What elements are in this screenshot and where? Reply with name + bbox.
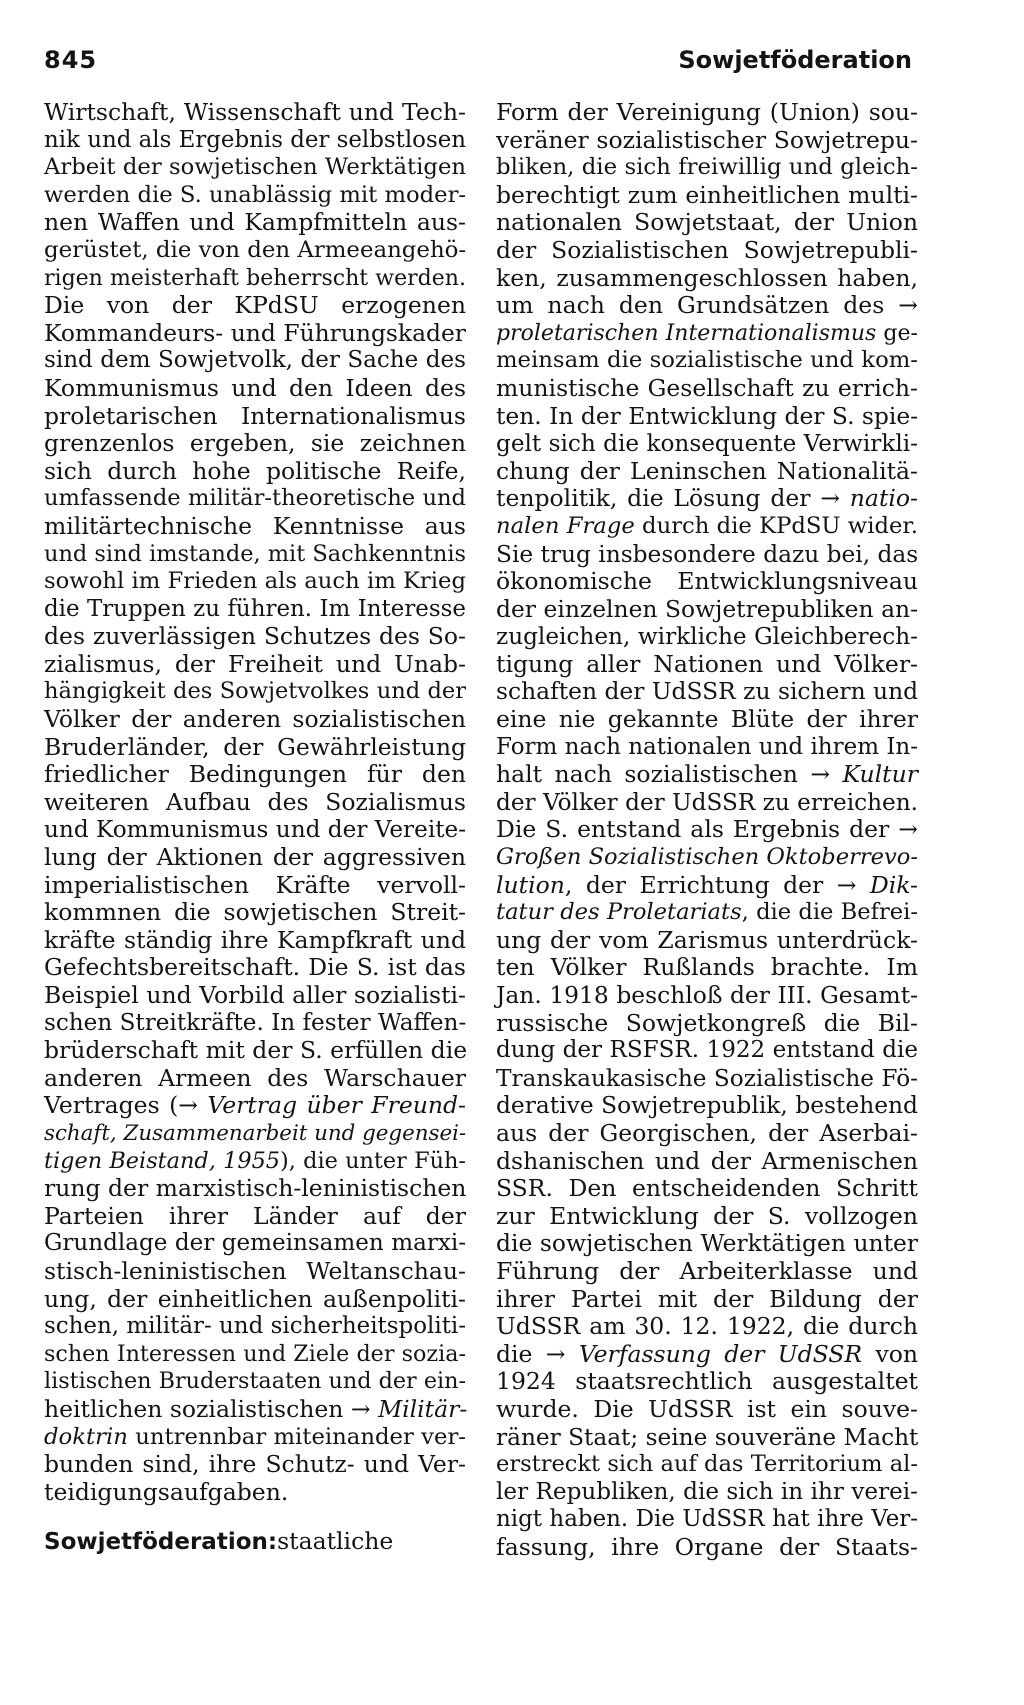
text-line: Bruderländer, der Gewährleistung [44, 732, 466, 761]
text-line: munistische Gesellschaft zu errich- [496, 373, 918, 402]
text-line: und sind imstande, mit Sachkenntnis [44, 540, 466, 567]
text-line: die sowjetischen Werktätigen unter [496, 1229, 918, 1258]
text-line: lung der Aktionen der aggressiven [44, 843, 466, 872]
text-line: gelt sich die konsequente Verwirkli- [496, 430, 918, 458]
cross-reference[interactable]: Großen Sozialistischen Oktoberrevo- [496, 844, 918, 871]
text-line: russische Sowjetkongreß die Bil- [496, 1008, 918, 1037]
text-line: der Völker der UdSSR zu erreichen. [496, 788, 918, 816]
text-span: heitlichen sozialistischen [44, 1394, 351, 1423]
cross-reference[interactable]: doktrin [44, 1423, 128, 1450]
text-line: schen Streitkräfte. In fester Waffen- [44, 1009, 467, 1036]
text-line: fassung, ihre Organe der Staats- [496, 1532, 918, 1561]
text-line: sind dem Sowjetvolk, der Sache des [44, 347, 466, 374]
text-line [496, 761, 918, 789]
text-span: von [862, 1339, 918, 1368]
text-span: die [496, 1339, 546, 1368]
cross-reference[interactable]: natio- [840, 484, 918, 513]
text-span: tenpolitik, die Lösung der [496, 484, 821, 513]
cross-reference-arrow-icon: → [545, 1339, 566, 1368]
text-line: die Truppen zu führen. Im Interesse [44, 595, 466, 622]
text-line: Form nach nationalen und ihrem In- [496, 733, 919, 760]
text-line: ler Republiken, die sich in ihr verei- [496, 1478, 918, 1505]
entry-spacer [44, 1506, 466, 1528]
text-line: schen Interessen und Ziele der sozia- [44, 1340, 466, 1367]
text-line: nik und als Ergebnis der selbstlosen [44, 126, 466, 153]
text-line: hängigkeit des Sowjetvolkes und der [44, 678, 466, 705]
cross-reference-arrow-icon: → [836, 870, 857, 899]
text-line [496, 816, 918, 844]
text-line: listischen Bruderstaaten und der ein- [44, 1368, 466, 1395]
text-line: Form der Vereinigung (Union) sou- [496, 98, 918, 126]
text-line: veräner sozialistischer Sowjetrepu- [496, 125, 918, 154]
text-line: UdSSR am 30. 12. 1922, die durch [496, 1312, 918, 1341]
text-line: Führung der Arbeiterklasse und [496, 1256, 918, 1285]
text-line: zialismus, der Freiheit und Unab- [44, 649, 466, 678]
right-column [496, 99, 918, 1561]
text-line: proletarischen Internationalismus [44, 401, 466, 430]
text-line: Kommandeurs- und Führungskader [44, 318, 466, 347]
text-line: Grundlage der gemeinsamen marxi- [44, 1230, 466, 1257]
text-span: , die die Befrei- [741, 899, 918, 926]
text-span: Vertrages ( [44, 1091, 179, 1120]
text-line [496, 320, 918, 348]
left-column [44, 99, 466, 1556]
text-line: aus der Georgischen, der Aserbai- [496, 1118, 918, 1147]
text-line: zur Entwicklung der S. vollzogen [496, 1201, 918, 1230]
text-line [44, 1092, 466, 1120]
text-line: rung der marxistisch-leninistischen [44, 1174, 467, 1203]
cross-reference[interactable]: Militär- [370, 1394, 468, 1423]
text-line [496, 1341, 918, 1369]
text-line: imperialistischen Kräfte vervoll- [44, 870, 466, 899]
cross-reference-arrow-icon: → [898, 815, 918, 844]
text-line: schaften der UdSSR zu sichern und [496, 677, 919, 706]
text-line: Parteien ihrer Länder auf der [44, 1201, 466, 1230]
text-span: Die S. entstand als Ergebnis der [496, 815, 899, 844]
text-line: der Sozialistischen Sowjetrepubli- [496, 235, 918, 264]
cross-reference[interactable]: lution [496, 870, 565, 899]
text-line: Arbeit der sowjetischen Werktätigen [44, 154, 466, 181]
cross-reference[interactable]: proletarischen Internationalismus [496, 320, 877, 346]
text-line: ten Völker Rußlands brachte. Im [496, 953, 918, 982]
page-number: 845 [44, 46, 98, 74]
text-line: wurde. Die UdSSR ist ein souve- [496, 1394, 918, 1423]
text-line: gerüstet, die von den Armeeangehö- [44, 236, 467, 263]
text-line: Beispiel und Vorbild aller sozialisti- [44, 981, 466, 1009]
text-line: kräfte ständig ihre Kampfkraft und [44, 925, 466, 954]
text-span: ge- [876, 320, 918, 346]
text-line: zugleichen, wirkliche Gleichberech- [496, 623, 918, 651]
text-span: um nach den Grundsätzen des [496, 291, 899, 320]
text-line: sowohl im Frieden als auch im Krieg [44, 568, 466, 595]
text-line [496, 872, 918, 900]
cross-reference-arrow-icon: → [820, 484, 841, 513]
text-line: bunden sind, ihre Schutz- und Ver- [44, 1450, 466, 1479]
text-line: rigen meisterhaft beherrscht werden. [44, 265, 466, 291]
text-line: dung der RSFSR. 1922 entstand die [496, 1037, 918, 1064]
text-line: Die von der KPdSU erzogenen [44, 291, 466, 320]
entry-headword: Sowjetföderation: [44, 1529, 278, 1556]
text-line: teidigungsaufgaben. [44, 1477, 289, 1506]
text-span: staatliche [277, 1527, 394, 1556]
text-line: ung der vom Zarismus unterdrück- [496, 925, 918, 954]
cross-reference[interactable]: nalen Frage [496, 512, 635, 539]
text-line: grenzenlos ergeben, sie zeichnen [44, 429, 466, 458]
text-span: , der Errichtung der [564, 870, 837, 899]
cross-reference[interactable]: Verfassung der UdSSR [565, 1339, 863, 1368]
text-line: weiteren Aufbau des Sozialismus [44, 787, 466, 816]
cross-reference-arrow-icon: → [350, 1394, 371, 1423]
text-line: chung der Leninschen Nationalitä- [496, 456, 918, 485]
text-line: Sie trug insbesondere dazu bei, das [496, 540, 919, 568]
text-line: ökonomische Entwicklungsniveau [496, 567, 918, 596]
text-line: Kommunismus und den Ideen des [44, 373, 466, 402]
text-line: sich durch hohe politische Reife, [44, 456, 466, 485]
text-line: kommnen die sowjetischen Streit- [44, 898, 466, 927]
text-line: ken, zusammengeschlossen haben, [496, 263, 918, 292]
text-line: Jan. 1918 beschloß der III. Gesamt- [496, 981, 918, 1009]
text-span: halt nach sozialistischen [496, 760, 811, 789]
text-line: berechtigt zum einheitlichen multi- [496, 180, 918, 209]
text-line: nigt haben. Die UdSSR hat ihre Ver- [496, 1506, 918, 1533]
text-span: untrennbar miteinander ver- [127, 1423, 466, 1450]
text-line: militärtechnische Kenntnisse aus [44, 511, 466, 540]
text-line: 1924 staatsrechtlich ausgestaltet [496, 1367, 918, 1396]
text-line: tigung aller Nationen und Völker- [496, 649, 918, 678]
text-line: ten. In der Entwicklung der S. spie- [496, 401, 919, 430]
text-line [496, 485, 918, 513]
text-line: umfassende militär-theoretische und [44, 485, 466, 512]
text-line: räner Staat; seine souveräne Macht [496, 1423, 919, 1451]
text-line: werden die S. unablässig mit moder- [44, 181, 467, 208]
text-line: meinsam die sozialistische und kom- [496, 347, 918, 374]
text-line: der einzelnen Sowjetrepubliken an- [496, 594, 918, 623]
text-line: brüderschaft mit der S. erfüllen die [44, 1036, 468, 1065]
text-line: dshanischen und der Armenischen [496, 1146, 918, 1175]
text-line: Wirtschaft, Wissenschaft und Tech- [44, 98, 466, 126]
text-line [44, 1396, 466, 1424]
text-span: ), die unter Füh- [280, 1147, 466, 1174]
text-line: nationalen Sowjetstaat, der Union [496, 208, 918, 237]
text-line: SSR. Den entscheidenden Schritt [496, 1174, 918, 1203]
text-line: Völker der anderen sozialistischen [44, 705, 466, 734]
text-line [496, 844, 918, 872]
text-line: des zuverlässigen Schutzes des So- [44, 622, 466, 651]
text-line [496, 899, 918, 927]
text-line [44, 1120, 466, 1148]
text-line: bliken, die sich freiwillig und gleich- [496, 154, 918, 181]
cross-reference[interactable]: tatur des Proletariats [496, 899, 742, 926]
text-line: friedlicher Bedingungen für den [44, 760, 466, 789]
cross-reference-arrow-icon: → [898, 291, 918, 320]
cross-reference-arrow-icon: → [810, 760, 831, 789]
text-line [496, 292, 918, 320]
cross-reference[interactable]: Dik- [856, 870, 918, 899]
entry-heading-line [44, 1528, 466, 1556]
text-line: ung, der einheitlichen außenpoliti- [44, 1284, 466, 1313]
cross-reference[interactable]: schaft, Zusammenarbeit und gegensei- [44, 1120, 467, 1146]
text-line: derative Sowjetrepublik, bestehend [496, 1091, 918, 1120]
cross-reference-arrow-icon: → [178, 1091, 198, 1120]
text-line: erstreckt sich auf das Territorium al- [496, 1451, 918, 1478]
text-line [44, 1424, 466, 1452]
text-span: durch die KPdSU wider. [634, 512, 918, 539]
text-line: ihrer Partei mit der Bildung der [496, 1284, 918, 1313]
cross-reference[interactable]: Kultur [830, 760, 918, 789]
text-line: eine nie gekannte Blüte der ihrer [496, 705, 918, 734]
text-line: anderen Armeen des Warschauer [44, 1063, 466, 1092]
running-head: Sowjetföderation [678, 46, 912, 74]
text-line: Gefechtsbereitschaft. Die S. ist das [44, 953, 466, 982]
text-line: stisch-leninistischen Weltanschau- [44, 1256, 466, 1285]
text-line: schen, militär- und sicherheitspoliti- [44, 1313, 466, 1340]
cross-reference[interactable]: Vertrag über Freund- [197, 1091, 466, 1120]
cross-reference[interactable]: tigen Beistand, 1955 [44, 1147, 281, 1174]
text-line [44, 1148, 466, 1176]
text-line [496, 513, 918, 541]
text-line: nen Waffen und Kampfmitteln aus- [44, 208, 466, 237]
text-line: und Kommunismus und der Vereite- [44, 816, 467, 844]
text-line: Transkaukasische Sozialistische Fö- [496, 1064, 918, 1092]
